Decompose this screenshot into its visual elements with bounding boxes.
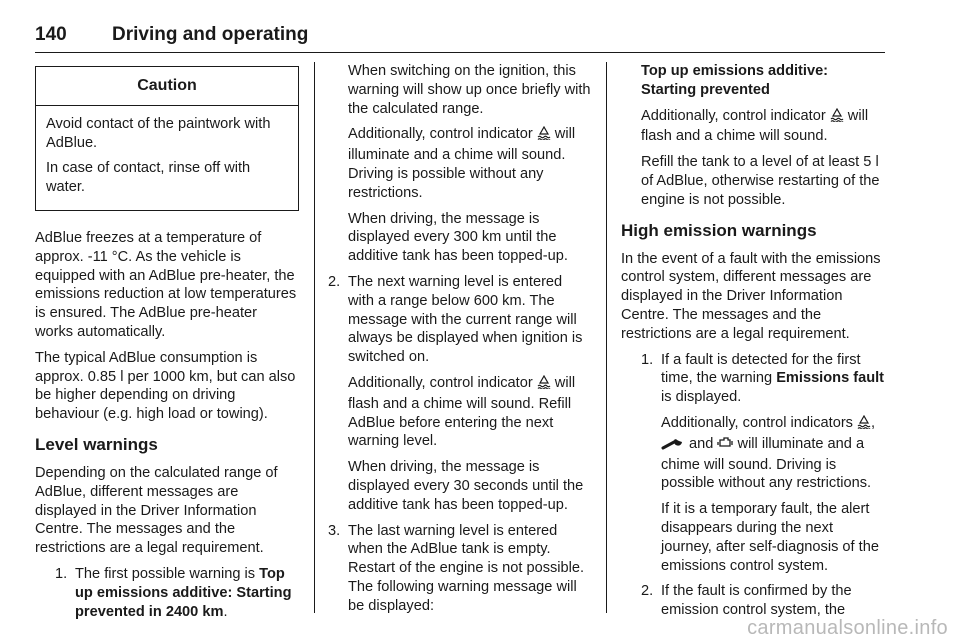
warning-message-text: Top up emissions additive: Starting prevented in 2400 km — [75, 565, 292, 620]
list-item — [328, 522, 592, 616]
paragraph-consumption: The typical AdBlue consumption is approx. 0.85 l per 1000 km, but can also be higher depending on driving behaviour (e.g. high load or towing). — [35, 349, 296, 423]
wrench-icon — [661, 436, 685, 456]
list-item-text: The next warning level is entered with a range below 600 km. The message with the current range will always be displayed when ignition is switched on. — [348, 273, 583, 366]
list-item-text: Additionally, control indicators , and will illuminate and a chime will sound. Driving is possible without any restrictions. — [661, 414, 876, 492]
list-item-text: If a fault is detected for the first time, the warning Emissions fault is displayed. — [661, 351, 885, 406]
paragraph-indicator: Additionally, control indicator will illuminate and a chime will sound. Driving is possible without any restrictions. — [348, 126, 576, 201]
list-number: 2. — [328, 273, 341, 290]
heading-high-emission-warnings: High emission warnings — [621, 220, 817, 240]
list-item — [641, 351, 887, 576]
watermark: carmanualsonline.info — [747, 617, 948, 639]
caution-box — [35, 66, 299, 211]
list-item-text: If it is a temporary fault, the alert disappears during the next journey, after self-diagnosis of the emissions control system. — [661, 501, 879, 574]
paragraph-refill: Refill the tank to a level of at least 5 l of AdBlue, otherwise restarting of the engine is not possible. — [641, 154, 880, 208]
paragraph-high-emission-intro: In the event of a fault with the emissions control system, different messages are displayed in the Driver Information Centre. The messages and the restrictions are a legal requirement. — [621, 250, 881, 342]
paragraph-indicator: Additionally, control indicator will flash and a chime will sound. — [641, 107, 869, 145]
paragraph-level-intro: Depending on the calculated range of AdBlue, different messages are displayed in the Driver Information Centre. The messages and the restrictions are a legal requirement. — [35, 464, 278, 557]
level-warning-list-continued — [328, 273, 592, 616]
page-header — [35, 14, 885, 53]
page-title: Driving and operating — [112, 24, 309, 45]
warning-message-text: Emissions fault — [776, 370, 885, 387]
list-number: 3. — [328, 522, 341, 539]
column-divider-left — [314, 62, 315, 613]
list-number: 1. — [641, 351, 654, 368]
page-number: 140 — [35, 24, 67, 45]
column-2 — [328, 62, 592, 623]
adblue-indicator-icon — [537, 126, 551, 146]
engine-check-icon — [717, 436, 733, 456]
column-3 — [621, 62, 887, 627]
warning-message-title: Top up emissions additive: Starting prevented — [641, 63, 829, 98]
list-item — [641, 582, 887, 620]
list-number: 1. — [55, 565, 68, 582]
level-warning-list — [35, 565, 299, 621]
list-item-text: Additionally, control indicator will flash and a chime will sound. Refill AdBlue before entering the next warning level. — [348, 374, 576, 450]
paragraph-freezing: AdBlue freezes at a temperature of approx. -11 °C. As the vehicle is equipped with an AdBlue pre-heater, the emissions reduction at low temperatures is ensured. The AdBlue pre-heater works automatically. — [35, 229, 297, 340]
column-divider-right — [606, 62, 607, 613]
list-item-end: . — [223, 603, 228, 620]
column-1 — [35, 62, 299, 621]
list-item — [55, 565, 299, 621]
list-item-text: The last warning level is entered when the AdBlue tank is empty. Restart of the engine is not possible. The following warning message will be displayed: — [348, 522, 585, 614]
adblue-indicator-icon — [830, 108, 844, 128]
list-item — [328, 273, 592, 515]
high-emission-list — [621, 351, 887, 620]
paragraph-ignition: When switching on the ignition, this warning will show up once briefly with the calculated range. — [348, 63, 591, 117]
adblue-indicator-icon — [857, 415, 871, 435]
list-item-text: If the fault is confirmed by the emission control system, the — [661, 583, 852, 619]
heading-level-warnings: Level warnings — [35, 434, 158, 454]
list-item-text: When driving, the message is displayed every 30 seconds until the additive tank has been topped-up. — [348, 459, 584, 513]
list-item-text: The first possible warning is — [75, 565, 260, 582]
adblue-indicator-icon — [537, 375, 551, 395]
paragraph-driving-300km: When driving, the message is displayed every 300 km until the additive tank has been topped-up. — [348, 210, 568, 265]
caution-text-1: Avoid contact of the paintwork with AdBlue. — [46, 115, 271, 151]
list-number: 2. — [641, 583, 654, 600]
caution-title: Caution — [36, 67, 298, 106]
caution-text-2: In case of contact, rinse off with water. — [46, 160, 251, 196]
